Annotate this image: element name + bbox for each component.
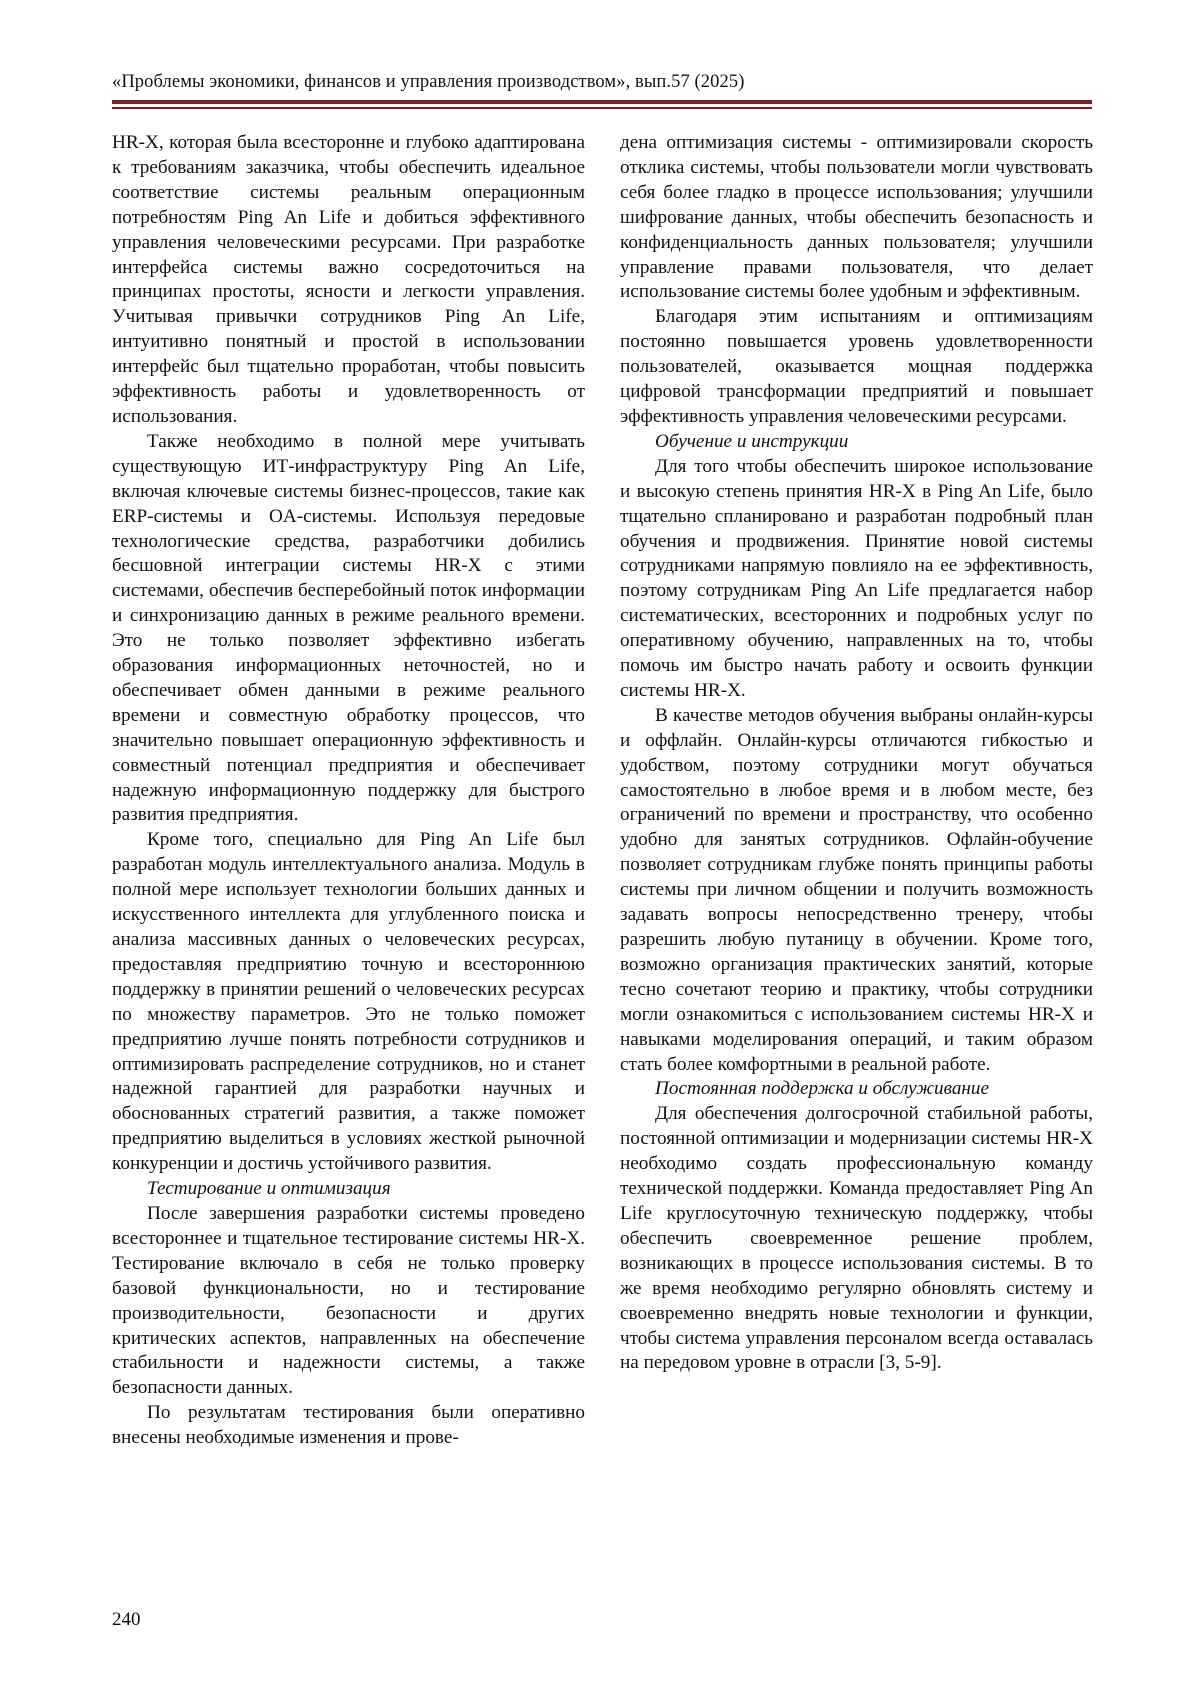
right-paragraph-1: дена оптимизация системы - оптимизировали скорость отклика системы, чтобы пользователи могли чувствовать себя более гладко в процессе использования; улучшили шифрование данных, чтобы обеспечить безопасность и конфиденциальность данных пользователя; улучшили управление правами пользователя, что делает использование системы более удобным и эффективным. [620, 132, 1093, 303]
journal-header: «Проблемы экономики, финансов и управления производством», вып.57 (2025) [112, 72, 745, 92]
page-number: 240 [112, 1609, 141, 1630]
left-paragraph-1: HR-X, которая была всесторонне и глубоко адаптирована к требованиям заказчика, чтобы обеспечить идеальное соответствие системы реальным операционным потребностям Ping An Life и добиться эффективного управления человеческими ресурсами. При разработке интерфейса системы важно сосредоточиться на принципах простоты, ясности и легкости управления. Учитывая привычки сотрудников Ping An Life, интуитивно понятный и простой в использовании интерфейс был тщательно проработан, чтобы повысить эффективность работы и удовлетворенность от использования. [112, 132, 585, 427]
right-paragraph-5: Для обеспечения долгосрочной стабильной работы, постоянной оптимизации и модернизации системы HR-X необходимо создать профессиональную команду технической поддержки. Команда предоставляет Ping An Life круглосуточную техническую поддержку, чтобы обеспечить своевременное решение проблем, возникающих в процессе использования системы. В то же время необходимо регулярно обновлять систему и своевременно внедрять новые технологии и функции, чтобы система управления персоналом всегда оставалась на передовом уровне в отрасли [3, 5-9]. [620, 1103, 1093, 1374]
right-column [620, 131, 1093, 1376]
right-paragraph-2: Благодаря этим испытаниям и оптимизациям постоянно повышается уровень удовлетворенности пользователей, оказывается мощная поддержка цифровой трансформации предприятий и повышает эффективность управления человеческими ресурсами. [620, 306, 1093, 427]
left-paragraph-3: Кроме того, специально для Ping An Life был разработан модуль интеллектуального анализа. Модуль в полной мере использует технологии больших данных и искусственного интеллекта для углубленного поиска и анализа массивных данных о человеческих ресурсах, предоставляя предприятию точную и всестороннюю поддержку в принятии решений о человеческих ресурсах по множеству параметров. Это не только поможет предприятию лучше понять потребности сотрудников и оптимизировать распределение сотрудников, но и станет надежной гарантией для разработки научных и обоснованных стратегий развития, а также поможет предприятию выделиться в условиях жесткой рыночной конкуренции и достичь устойчивого развития. [112, 829, 585, 1175]
right-paragraph-4: В качестве методов обучения выбраны онлайн-курсы и оффлайн. Онлайн-курсы отличаются гибкостью и удобством, поэтому сотрудники могут обучаться самостоятельно в любое время и в любом месте, без ограничений по времени и пространству, что особенно удобно для занятых сотрудников. Офлайн-обучение позволяет сотрудникам глубже понять принципы работы системы при личном общении и получить возможность задавать вопросы непосредственно тренеру, чтобы разрешить любую путаницу в обучении. Кроме того, возможно организация практических занятий, которые тесно сочетают теорию и практику, чтобы сотрудники могли ознакомиться с использованием системы HR-X и навыками моделирования операций, и таким образом стать более комфортными в реальной работе. [620, 704, 1093, 1075]
right-paragraph-3: Для того чтобы обеспечить широкое использование и высокую степень принятия HR-X в Ping An Life, было тщательно спланировано и разработан подробный план обучения и продвижения. Принятие новой системы сотрудниками напрямую повлияло на ее эффективность, поэтому сотрудникам Ping An Life предлагается набор систематических, всесторонних и подробных услуг по оперативному обучению, направленных на то, чтобы помочь им быстро начать работу и освоить функции системы HR-X. [620, 455, 1093, 701]
left-paragraph-2: Также необходимо в полной мере учитывать существующую ИТ-инфраструктуру Ping An Life, включая ключевые системы бизнес-процессов, такие как ERP-системы и OA-системы. Используя передовые технологические средства, разработчики добились бесшовной интеграции системы HR-X с этими системами, обеспечив бесперебойный поток информации и синхронизацию данных в режиме реального времени. Это не только позволяет эффективно избегать образования информационных неточностей, но и обеспечивает обмен данными в режиме реального времени и совместную обработку процессов, что значительно повышает операционную эффективность и совместный потенциал предприятия и обеспечивает надежную информационную поддержку для быстрого развития предприятия. [112, 430, 585, 826]
section-heading-testing: Тестирование и оптимизация [147, 1178, 391, 1200]
left-paragraph-4: После завершения разработки системы проведено всестороннее и тщательное тестирование системы HR-X. Тестирование включало в себя не только проверку базовой функциональности, но и тестирование производительности, безопасности и других критических аспектов, направленных на обеспечение стабильности и надежности системы, а также безопасности данных. [112, 1202, 585, 1399]
header-rule-thick [112, 100, 1092, 104]
left-column [112, 131, 585, 1451]
section-heading-training: Обучение и инструкции [655, 430, 849, 452]
header-rule-thin [112, 107, 1092, 109]
left-paragraph-5: По результатам тестирования были оперативно внесены необходимые изменения и прове- [112, 1402, 585, 1449]
section-heading-support: Постоянная поддержка и обслуживание [655, 1078, 990, 1100]
